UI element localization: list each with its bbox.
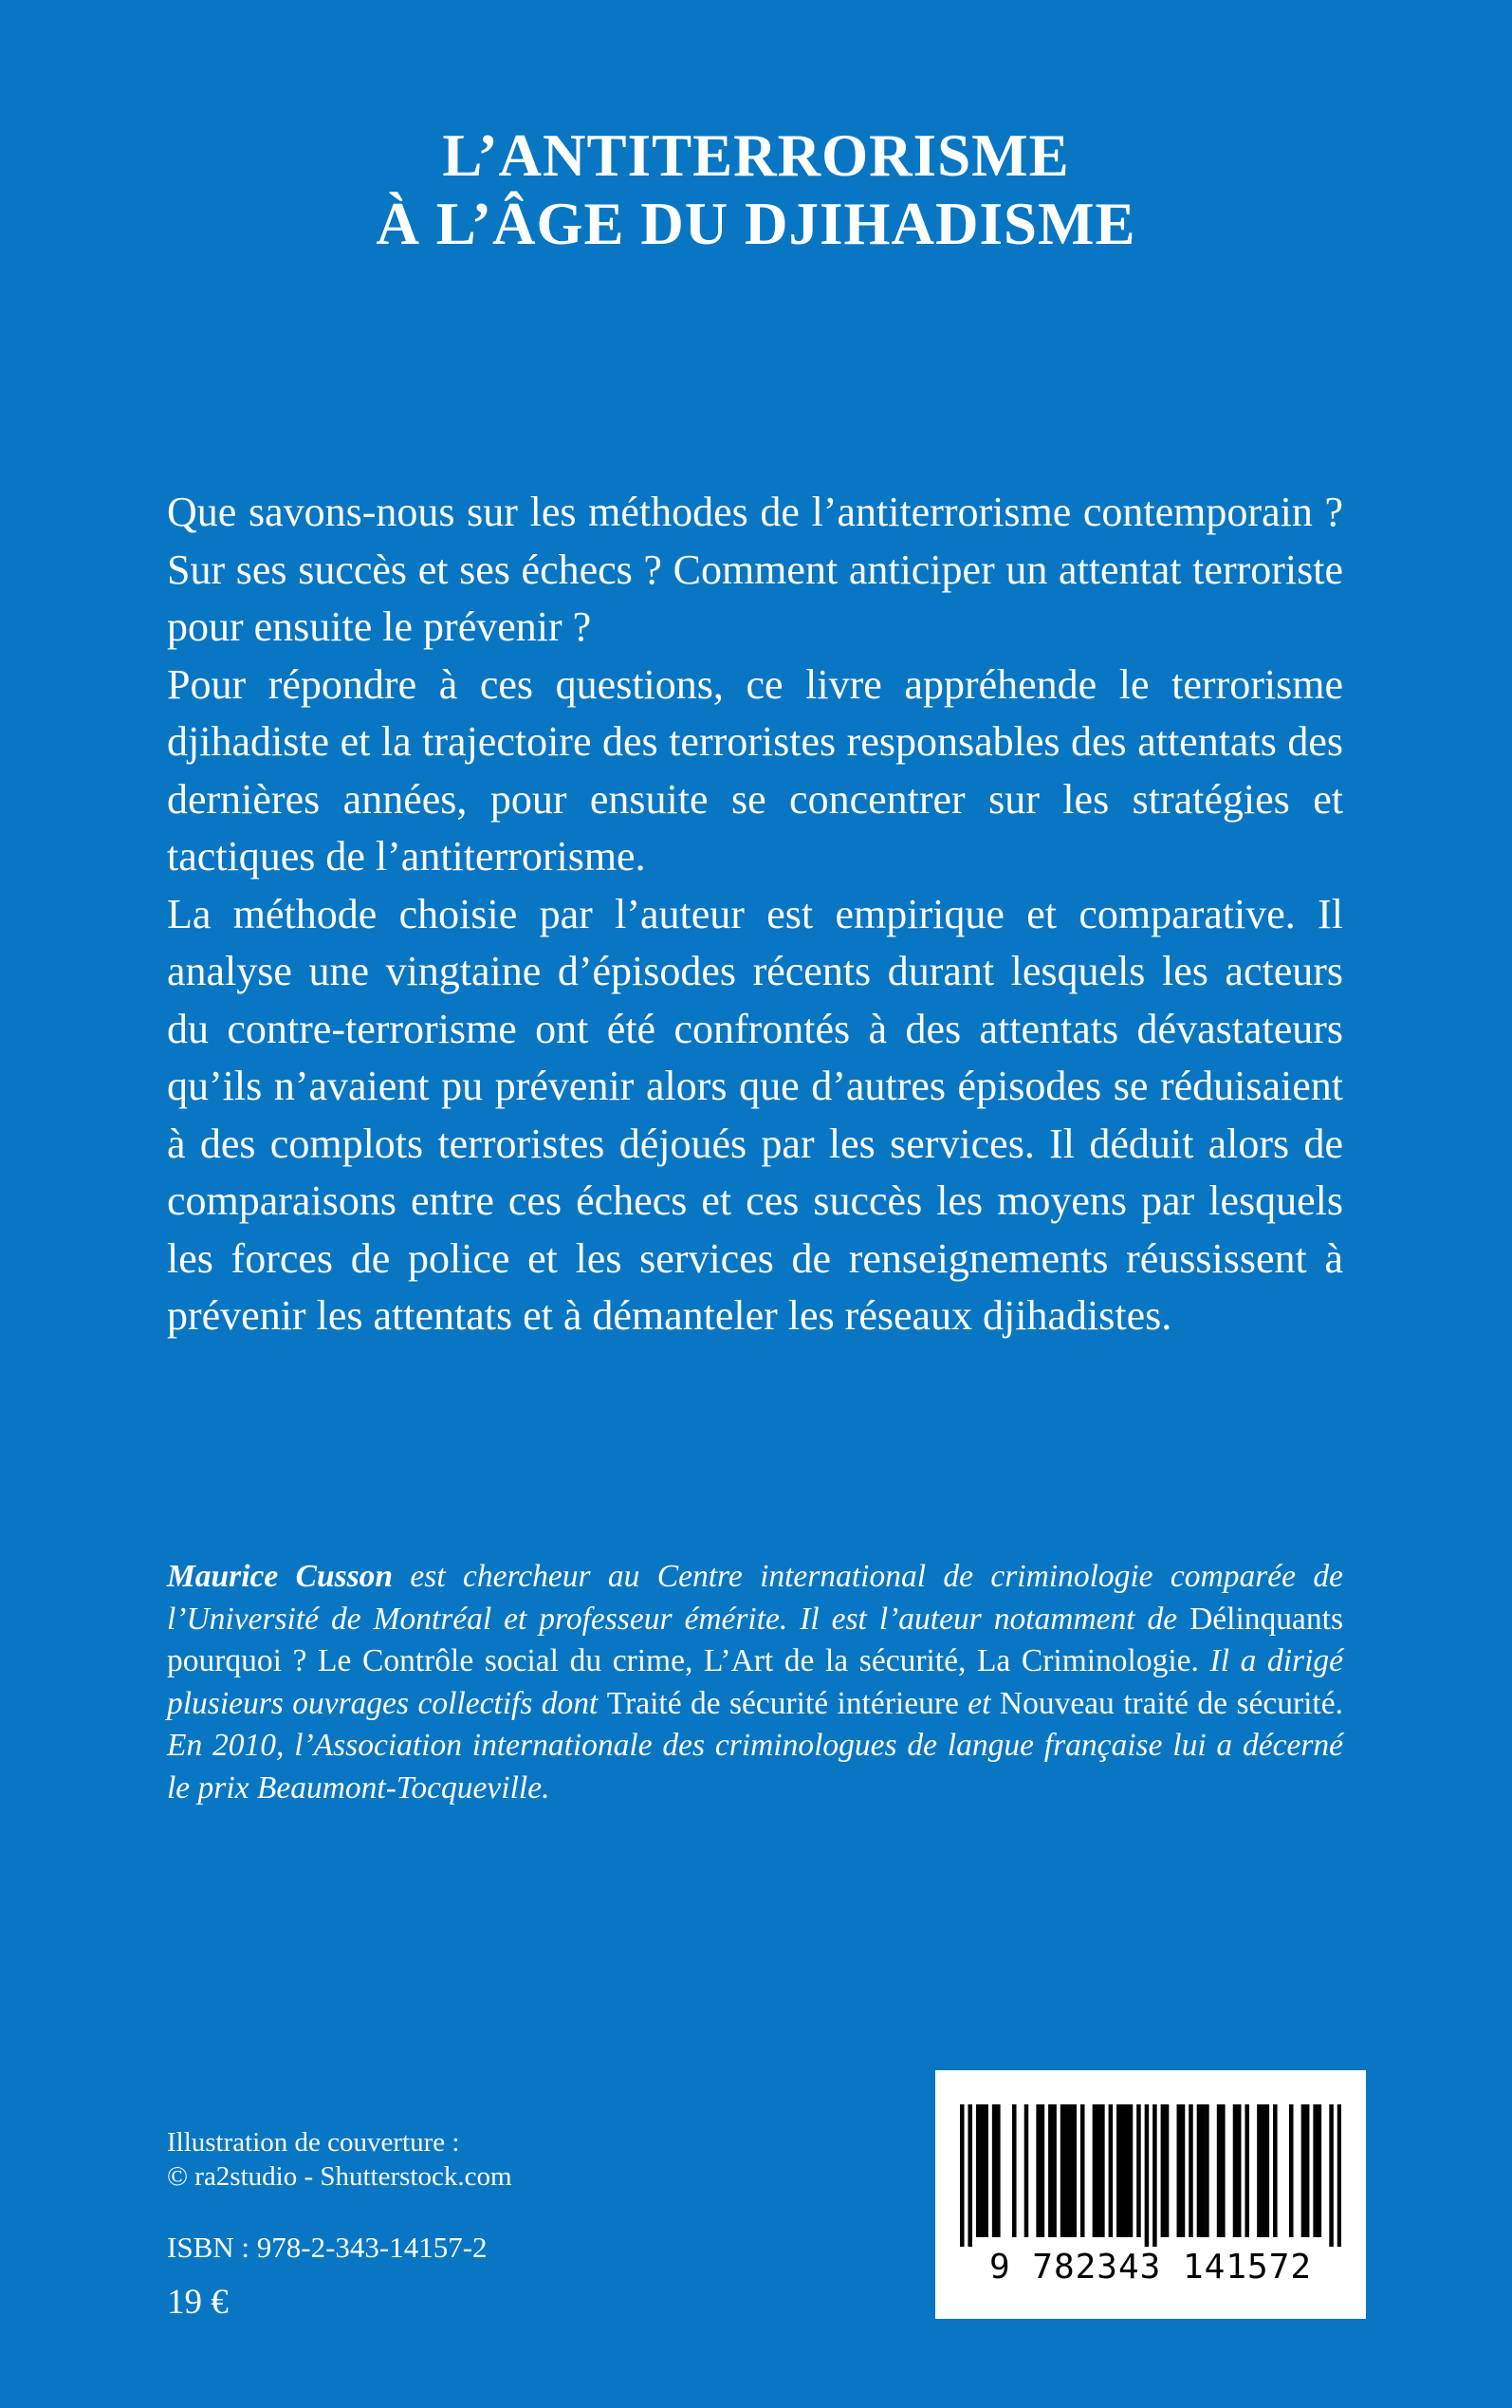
barcode-bar bbox=[996, 2104, 1001, 2237]
barcode-bar bbox=[1329, 2104, 1334, 2247]
barcode-bar bbox=[1136, 2104, 1141, 2237]
barcode-bar bbox=[1201, 2104, 1206, 2237]
barcode-bar bbox=[1318, 2104, 1322, 2237]
bio-text-3: et bbox=[958, 1685, 1000, 1721]
barcode-bar bbox=[1152, 2104, 1157, 2247]
bio-text-1: est chercheur au Centre international de criminologie comparée de l’Université de Montréal et professeur émérite. Il est l’auteur notamment de bbox=[167, 1559, 1343, 1637]
barcode-bar bbox=[1237, 2104, 1242, 2237]
credit-line-1: Illustration de couverture : bbox=[167, 2127, 460, 2158]
barcode-bar bbox=[1048, 2104, 1053, 2237]
barcode-bar bbox=[992, 2104, 997, 2237]
barcode-bar bbox=[1197, 2104, 1202, 2237]
barcode-bar bbox=[1080, 2104, 1085, 2237]
bio-book-titles-1: Délinquants pourquoi ? Le Contrôle social du crime, L’Art de la sécurité, La Criminologie. bbox=[167, 1601, 1343, 1678]
barcode-bar bbox=[1109, 2104, 1114, 2237]
author-bio bbox=[167, 1556, 1343, 1809]
barcode-bar bbox=[1273, 2104, 1278, 2237]
barcode-bar bbox=[1124, 2104, 1129, 2237]
barcode-digits: 9 782343 141572 bbox=[988, 2248, 1313, 2287]
bio-text-4: En 2010, l’Association internationale des criminologues de langue française lui a décerné le prix Beaumont-Tocqueville. bbox=[167, 1728, 1343, 1806]
barcode-bar bbox=[1116, 2104, 1121, 2237]
barcode-bar bbox=[1100, 2104, 1105, 2237]
barcode-bar bbox=[1097, 2104, 1101, 2237]
title-line-1: L’ANTITERRORISME bbox=[442, 122, 1070, 189]
barcode-bar bbox=[1024, 2104, 1029, 2237]
barcode-bar bbox=[1161, 2104, 1166, 2237]
barcode-bar bbox=[1129, 2104, 1134, 2237]
bio-book-title-2: Traité de sécurité intérieure bbox=[606, 1685, 959, 1721]
barcode-bar bbox=[1205, 2104, 1209, 2237]
barcode-bar bbox=[1337, 2104, 1341, 2247]
barcode-bar bbox=[960, 2104, 965, 2247]
barcode-bar bbox=[980, 2104, 985, 2237]
barcode-bar bbox=[1301, 2104, 1306, 2237]
barcode-bar bbox=[1145, 2104, 1150, 2247]
blurb-paragraph-2: Pour répondre à ces questions, ce livre appréhende le terrorisme djihadiste et la trajectoire des terroristes responsables des attentats des dernières années, pour ensuite se concentrer sur les stratégies et tactiques de l’antiterrorisme. bbox=[167, 660, 1343, 880]
isbn: ISBN : 978-2-343-14157-2 bbox=[167, 2231, 488, 2264]
barcode-bar bbox=[1052, 2104, 1057, 2237]
blurb-paragraph-1: Que savons-nous sur les méthodes de l’antiterrorisme contemporain ? Sur ses succès et ses échecs ? Comment anticiper un attentat terroriste pour ensuite le prévenir ? bbox=[167, 489, 1343, 650]
barcode-bar bbox=[1221, 2104, 1226, 2237]
credit-line-2: © ra2studio - Shutterstock.com bbox=[167, 2161, 512, 2192]
barcode-bar bbox=[984, 2104, 988, 2237]
barcode-bars bbox=[960, 2104, 1341, 2247]
barcode-bar bbox=[1265, 2104, 1270, 2237]
barcode-bar bbox=[1313, 2104, 1318, 2237]
barcode bbox=[935, 2070, 1366, 2319]
barcode-bar bbox=[1177, 2104, 1182, 2237]
bio-book-title-3: Nouveau traité de sécurité. bbox=[999, 1685, 1343, 1721]
illustration-credit bbox=[167, 2125, 512, 2194]
barcode-bar bbox=[1068, 2104, 1073, 2237]
back-cover-blurb bbox=[167, 484, 1343, 1345]
barcode-bar bbox=[1165, 2104, 1170, 2237]
barcode-bar bbox=[1233, 2104, 1238, 2237]
price: 19 € bbox=[167, 2283, 229, 2322]
barcode-bar bbox=[1041, 2104, 1045, 2237]
title-line-2: À L’ÂGE DU DJIHADISME bbox=[376, 191, 1136, 257]
barcode-bar bbox=[976, 2104, 981, 2237]
barcode-bar bbox=[1012, 2104, 1017, 2237]
barcode-bar bbox=[1217, 2104, 1222, 2237]
barcode-bar bbox=[1189, 2104, 1193, 2237]
blurb-paragraph-3: La méthode choisie par l’auteur est empirique et comparative. Il analyse une vingtaine d’épisodes récents durant lesquels les acteurs du contre-terrorisme ont été confrontés à des attentats dévastateurs qu’ils n’avaient pu prévenir alors que d’autres épisodes se réduisaient à des complots terroristes déjoués par les services. Il déduit alors de comparaisons entre ces échecs et ces succès les moyens par lesquels les forces de police et les services de renseignements réussissent à prévenir les attentats et à démanteler les réseaux djihadistes. bbox=[167, 890, 1343, 1339]
barcode-bar bbox=[1072, 2104, 1077, 2237]
barcode-bar bbox=[968, 2104, 972, 2247]
barcode-bar bbox=[1064, 2104, 1069, 2237]
barcode-bar bbox=[1261, 2104, 1265, 2237]
barcode-bar bbox=[1289, 2104, 1294, 2237]
barcode-bar bbox=[1060, 2104, 1065, 2237]
barcode-bar bbox=[1120, 2104, 1125, 2237]
barcode-bar bbox=[1245, 2104, 1249, 2237]
book-title bbox=[0, 121, 1512, 258]
barcode-bar bbox=[1093, 2104, 1097, 2237]
barcode-bar bbox=[1181, 2104, 1186, 2237]
barcode-bar bbox=[1305, 2104, 1310, 2237]
barcode-bar bbox=[1036, 2104, 1041, 2237]
barcode-bar bbox=[1257, 2104, 1262, 2237]
bio-text-2: Il a dirigé plusieurs ouvrages collectifs dont bbox=[167, 1643, 1343, 1721]
author-name: Maurice Cusson bbox=[167, 1559, 394, 1594]
